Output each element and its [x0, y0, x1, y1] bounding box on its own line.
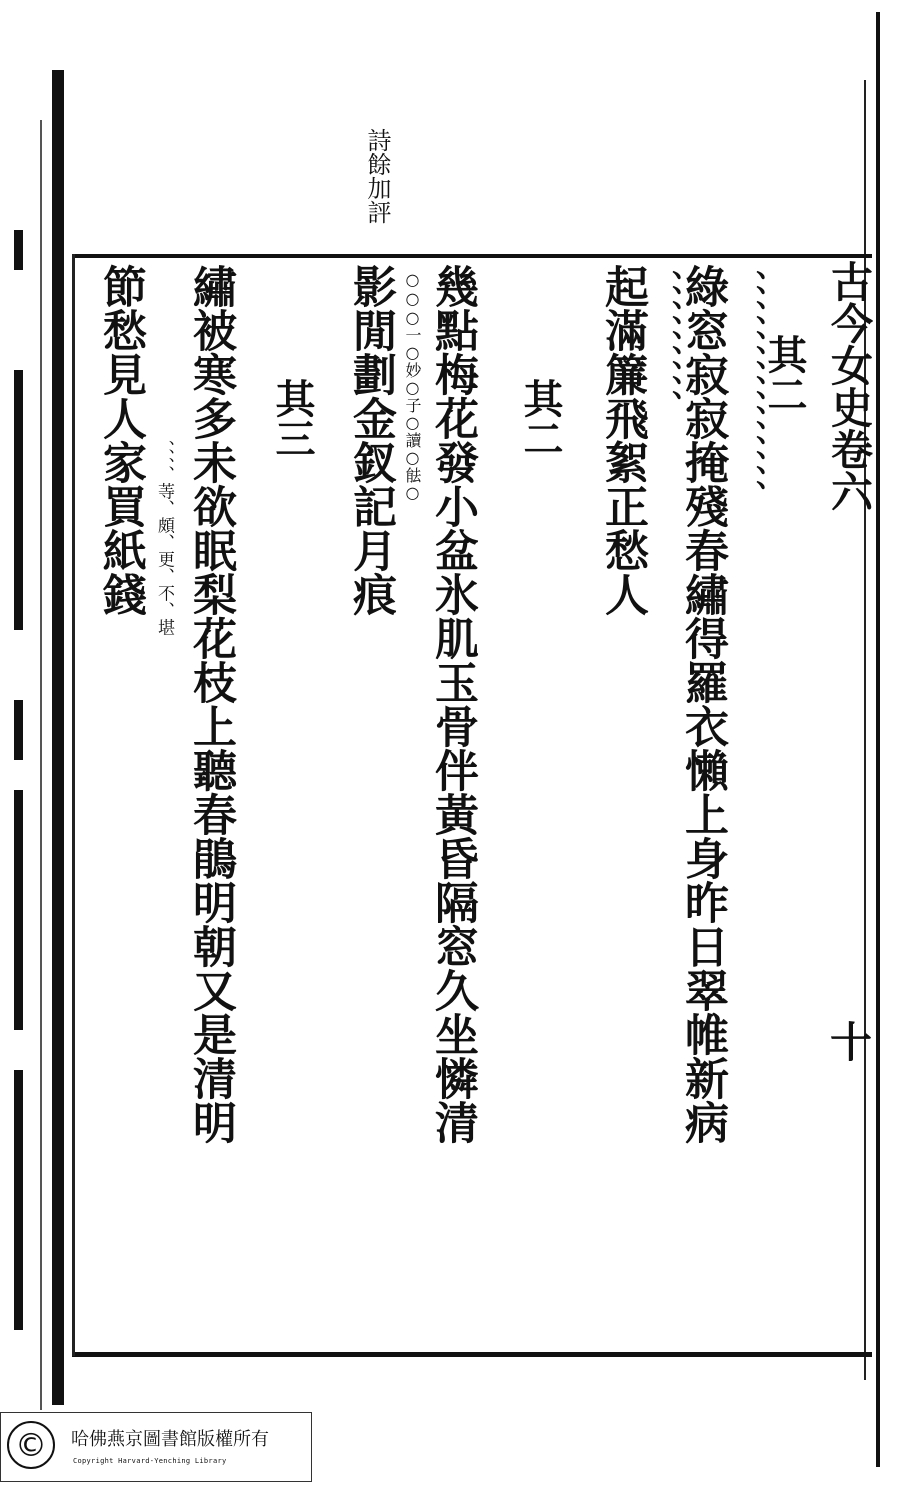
poem-line: 起滿簾飛絮正愁人	[597, 264, 648, 616]
binding-spine	[52, 70, 64, 1405]
page-number: 十	[830, 1018, 873, 1067]
copyright-box	[0, 1412, 312, 1482]
poem-line: 綠窓寂寂掩殘春繡得羅衣懶上身昨日翠帷新病	[677, 264, 728, 1144]
right-border-rule	[876, 12, 880, 1467]
poem-line: 影閒劃金釵記月痕	[345, 264, 396, 616]
volume-text: 卷六	[825, 428, 874, 512]
frame-left-line	[72, 254, 75, 1356]
spine-edge-line	[40, 120, 42, 1410]
section-heading: 其二	[761, 334, 808, 414]
frame-top-line	[72, 254, 872, 258]
margin-label: 詩餘加評	[363, 128, 391, 224]
copyright-icon: ©	[7, 1421, 55, 1469]
poem-line: 繡被寒多未欲眠梨花枝上聽春鵑明朝又是清明	[185, 264, 236, 1144]
punctuation-marks: 、、、、、、、、、	[647, 270, 682, 420]
title-text: 古今女史	[825, 260, 874, 428]
frame-bottom-line	[72, 1352, 872, 1357]
section-heading: 其二	[517, 378, 564, 458]
copyright-english: Copyright Harvard-Yenching Library	[73, 1457, 227, 1465]
commentary: 、、、、䓁、頗、更、不、堪	[154, 440, 174, 636]
commentary: ○○○一○妙○子○讀○䏻○	[403, 270, 422, 502]
page-edge-marks	[6, 230, 32, 1370]
book-title	[826, 260, 872, 512]
punctuation-marks: 、、、、、、、、、、、、、、、	[731, 270, 766, 510]
poem-line: 節愁見人家買紙錢	[95, 264, 146, 616]
section-heading: 其三	[269, 378, 316, 458]
copyright-chinese: 哈佛燕京圖書館版權所有	[71, 1429, 269, 1450]
poem-line: 幾點梅花發小盆氷肌玉骨伴黃昏隔窓久坐憐清	[427, 264, 478, 1144]
